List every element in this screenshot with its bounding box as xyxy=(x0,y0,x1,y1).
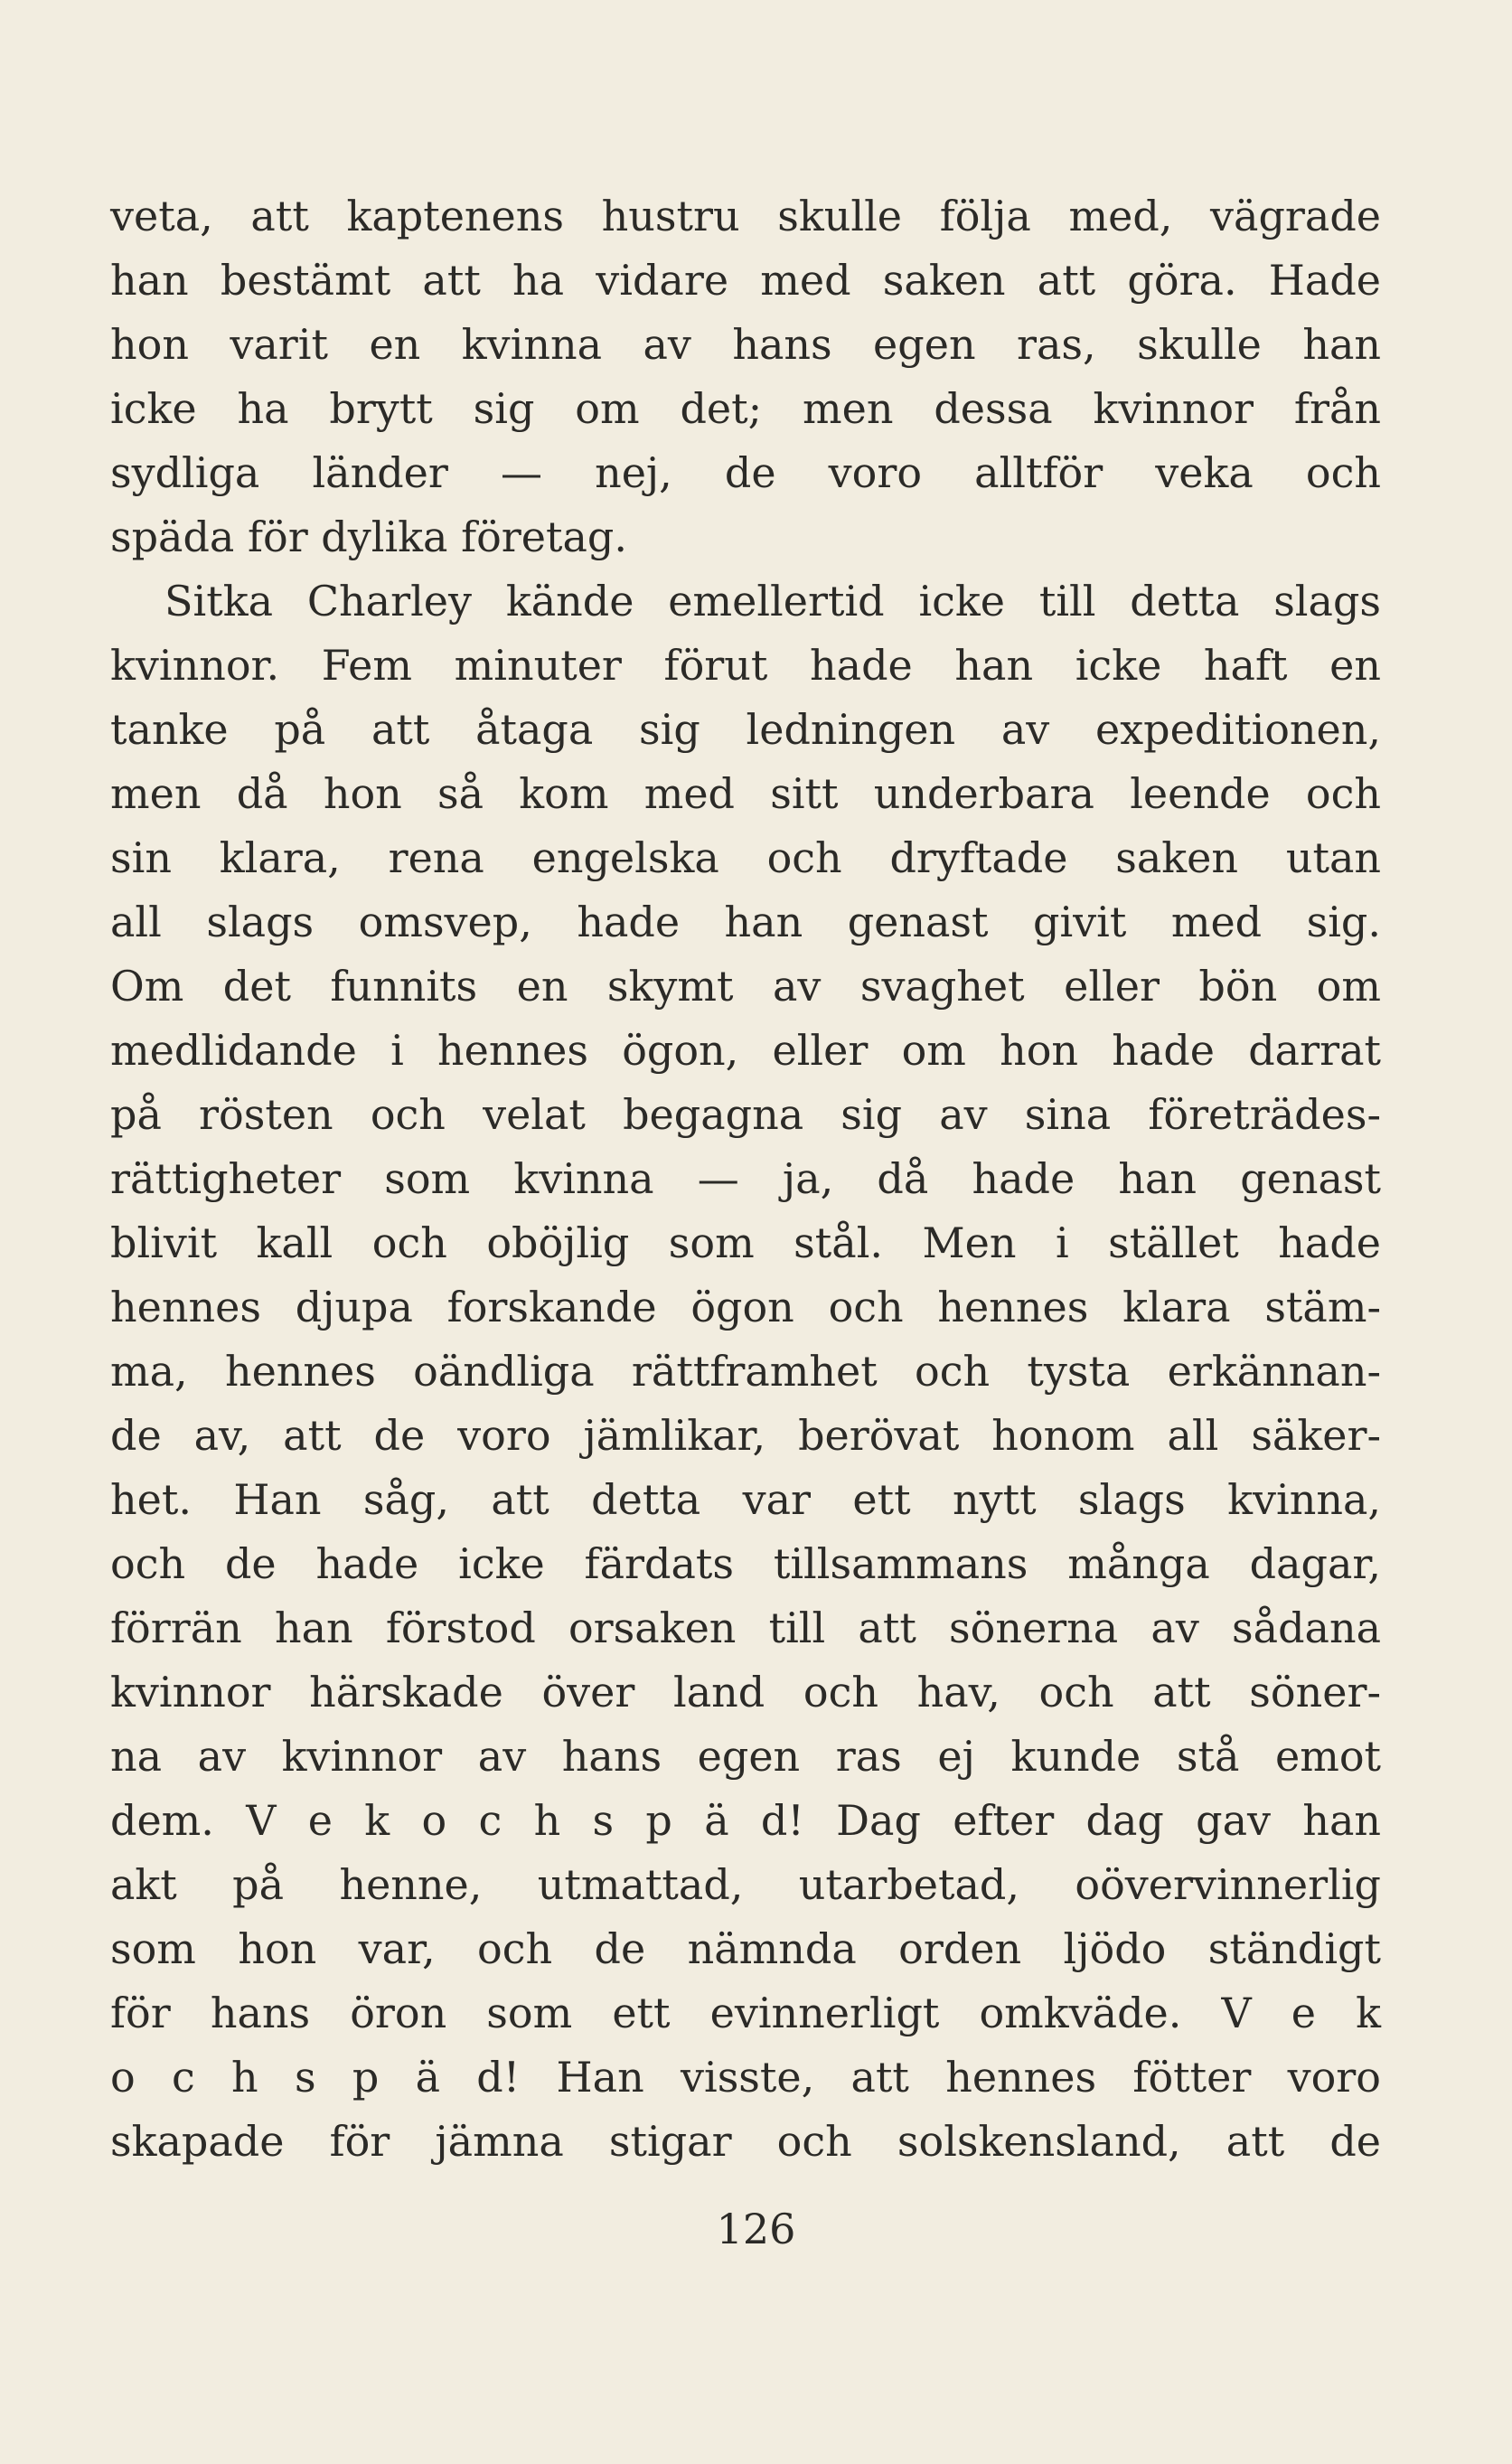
text-line: som hon var, och de nämnda orden ljödo ständigt xyxy=(110,1924,1381,1973)
text-line: tanke på att åtaga sig ledningen av expeditionen, xyxy=(110,705,1381,754)
text-line: hennes djupa forskande ögon och hennes klara stäm- xyxy=(110,1283,1381,1331)
text-line: Sitka Charley kände emellertid icke till detta slags xyxy=(164,577,1381,625)
text-line: sydliga länder — nej, de voro alltför veka och xyxy=(110,448,1381,497)
text-line: hon varit en kvinna av hans egen ras, skulle han xyxy=(110,320,1381,369)
text-line: na av kvinnor av hans egen ras ej kunde stå emot xyxy=(110,1732,1381,1781)
text-line: Om det funnits en skymt av svaghet eller bön om xyxy=(110,962,1381,1011)
text-line: all slags omsvep, hade han genast givit med sig. xyxy=(110,898,1381,946)
text-line: späda för dylika företag. xyxy=(110,513,627,561)
text-line: sin klara, rena engelska och dryftade saken utan xyxy=(110,833,1381,882)
text-line: för hans öron som ett evinnerligt omkväde. V e k xyxy=(110,1989,1381,2037)
text-line: het. Han såg, att detta var ett nytt slags kvinna, xyxy=(110,1475,1381,1524)
text-line: de av, att de voro jämlikar, berövat honom all säker- xyxy=(110,1411,1381,1460)
text-line: dem. V e k o c h s p ä d! Dag efter dag gav han xyxy=(110,1796,1381,1845)
text-line: han bestämt att ha vidare med saken att göra. Hade xyxy=(110,256,1381,305)
text-line: kvinnor härskade över land och hav, och att söner- xyxy=(110,1668,1381,1716)
text-line: veta, att kaptenens hustru skulle följa med, vägrade xyxy=(110,192,1381,240)
text-line: o c h s p ä d! Han visste, att hennes fötter voro xyxy=(110,2053,1381,2102)
text-line: icke ha brytt sig om det; men dessa kvinnor från xyxy=(110,384,1381,433)
text-line: rättigheter som kvinna — ja, då hade han genast xyxy=(110,1154,1381,1203)
text-line: ma, hennes oändliga rättframhet och tysta erkännan- xyxy=(110,1347,1381,1396)
text-line: på rösten och velat begagna sig av sina företrädes- xyxy=(110,1090,1381,1139)
page-number: 126 xyxy=(716,2205,796,2253)
text-line: förrän han förstod orsaken till att sönerna av sådana xyxy=(110,1603,1381,1652)
text-line: kvinnor. Fem minuter förut hade han icke haft en xyxy=(110,641,1381,690)
text-line: skapade för jämna stigar och solskensland, att de xyxy=(110,2117,1381,2166)
text-line: blivit kall och oböjlig som stål. Men i stället hade xyxy=(110,1218,1381,1267)
text-line: men då hon så kom med sitt underbara leende och xyxy=(110,769,1381,818)
text-line: medlidande i hennes ögon, eller om hon hade darrat xyxy=(110,1026,1381,1075)
text-line: akt på henne, utmattad, utarbetad, oövervinnerlig xyxy=(110,1860,1381,1909)
text-line: och de hade icke färdats tillsammans många dagar, xyxy=(110,1539,1381,1588)
body-text xyxy=(110,184,1381,2174)
